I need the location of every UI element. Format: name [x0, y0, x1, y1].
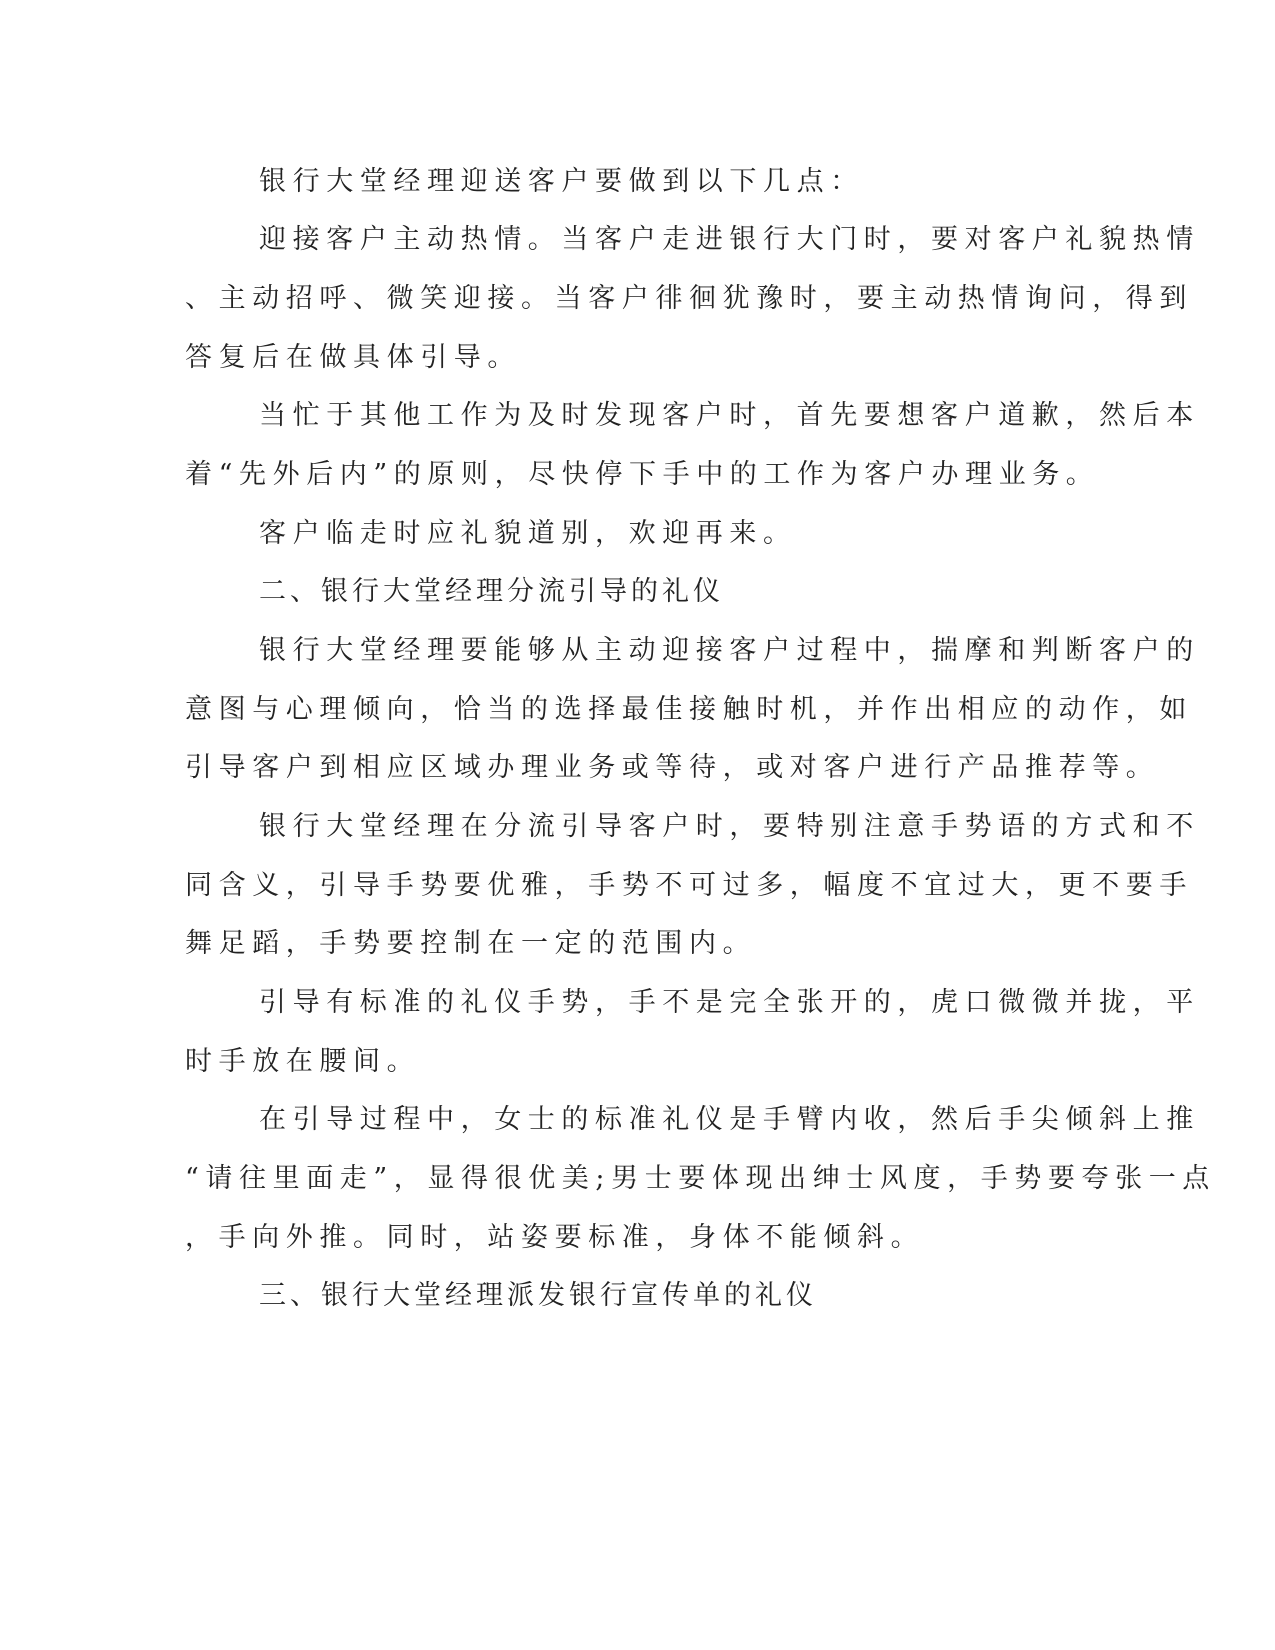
paragraph-welcome-line-1: 迎接客户主动热情。当客户走进银行大门时，要对客户礼貌热情 — [259, 224, 1200, 255]
section-heading-3: 三、银行大堂经理派发银行宣传单的礼仪 — [259, 1280, 817, 1311]
paragraph-busy-line-1: 当忙于其他工作为及时发现客户时，首先要想客户道歉，然后本 — [259, 400, 1200, 431]
paragraph-gesture-line-2: 同含义，引导手势要优雅，手势不可过多，幅度不宜过大，更不要手 — [185, 870, 1193, 901]
paragraph-gesture-line-3: 舞足蹈，手势要控制在一定的范围内。 — [185, 928, 757, 959]
paragraph-guide-line-1: 银行大堂经理要能够从主动迎接客户过程中，揣摩和判断客户的 — [259, 635, 1200, 666]
paragraph-gesture-line-1: 银行大堂经理在分流引导客户时，要特别注意手势语的方式和不 — [259, 811, 1200, 842]
paragraph-process-line-2: “请往里面走”，显得很优美;男士要体现出绅士风度，手势要夸张一点 — [185, 1163, 1216, 1194]
paragraph-standard-line-1: 引导有标准的礼仪手势，手不是完全张开的，虎口微微并拢，平 — [259, 987, 1200, 1018]
paragraph-intro-line: 银行大堂经理迎送客户要做到以下几点： — [259, 166, 864, 197]
paragraph-process-line-3: ，手向外推。同时，站姿要标准，身体不能倾斜。 — [185, 1222, 925, 1253]
paragraph-welcome-line-2: 、主动招呼、微笑迎接。当客户徘徊犹豫时，要主动热情询问，得到 — [185, 283, 1193, 314]
section-heading-2: 二、银行大堂经理分流引导的礼仪 — [259, 576, 724, 607]
paragraph-guide-line-2: 意图与心理倾向，恰当的选择最佳接触时机，并作出相应的动作，如 — [185, 694, 1193, 725]
paragraph-guide-line-3: 引导客户到相应区域办理业务或等待，或对客户进行产品推荐等。 — [185, 752, 1160, 783]
paragraph-welcome-line-3: 答复后在做具体引导。 — [185, 342, 521, 373]
paragraph-farewell-line: 客户临走时应礼貌道别，欢迎再来。 — [259, 518, 797, 549]
paragraph-process-line-1: 在引导过程中，女士的标准礼仪是手臂内收，然后手尖倾斜上推 — [259, 1104, 1200, 1135]
paragraph-busy-line-2: 着“先外后内”的原则，尽快停下手中的工作为客户办理业务。 — [185, 459, 1100, 490]
paragraph-standard-line-2: 时手放在腰间。 — [185, 1046, 421, 1077]
